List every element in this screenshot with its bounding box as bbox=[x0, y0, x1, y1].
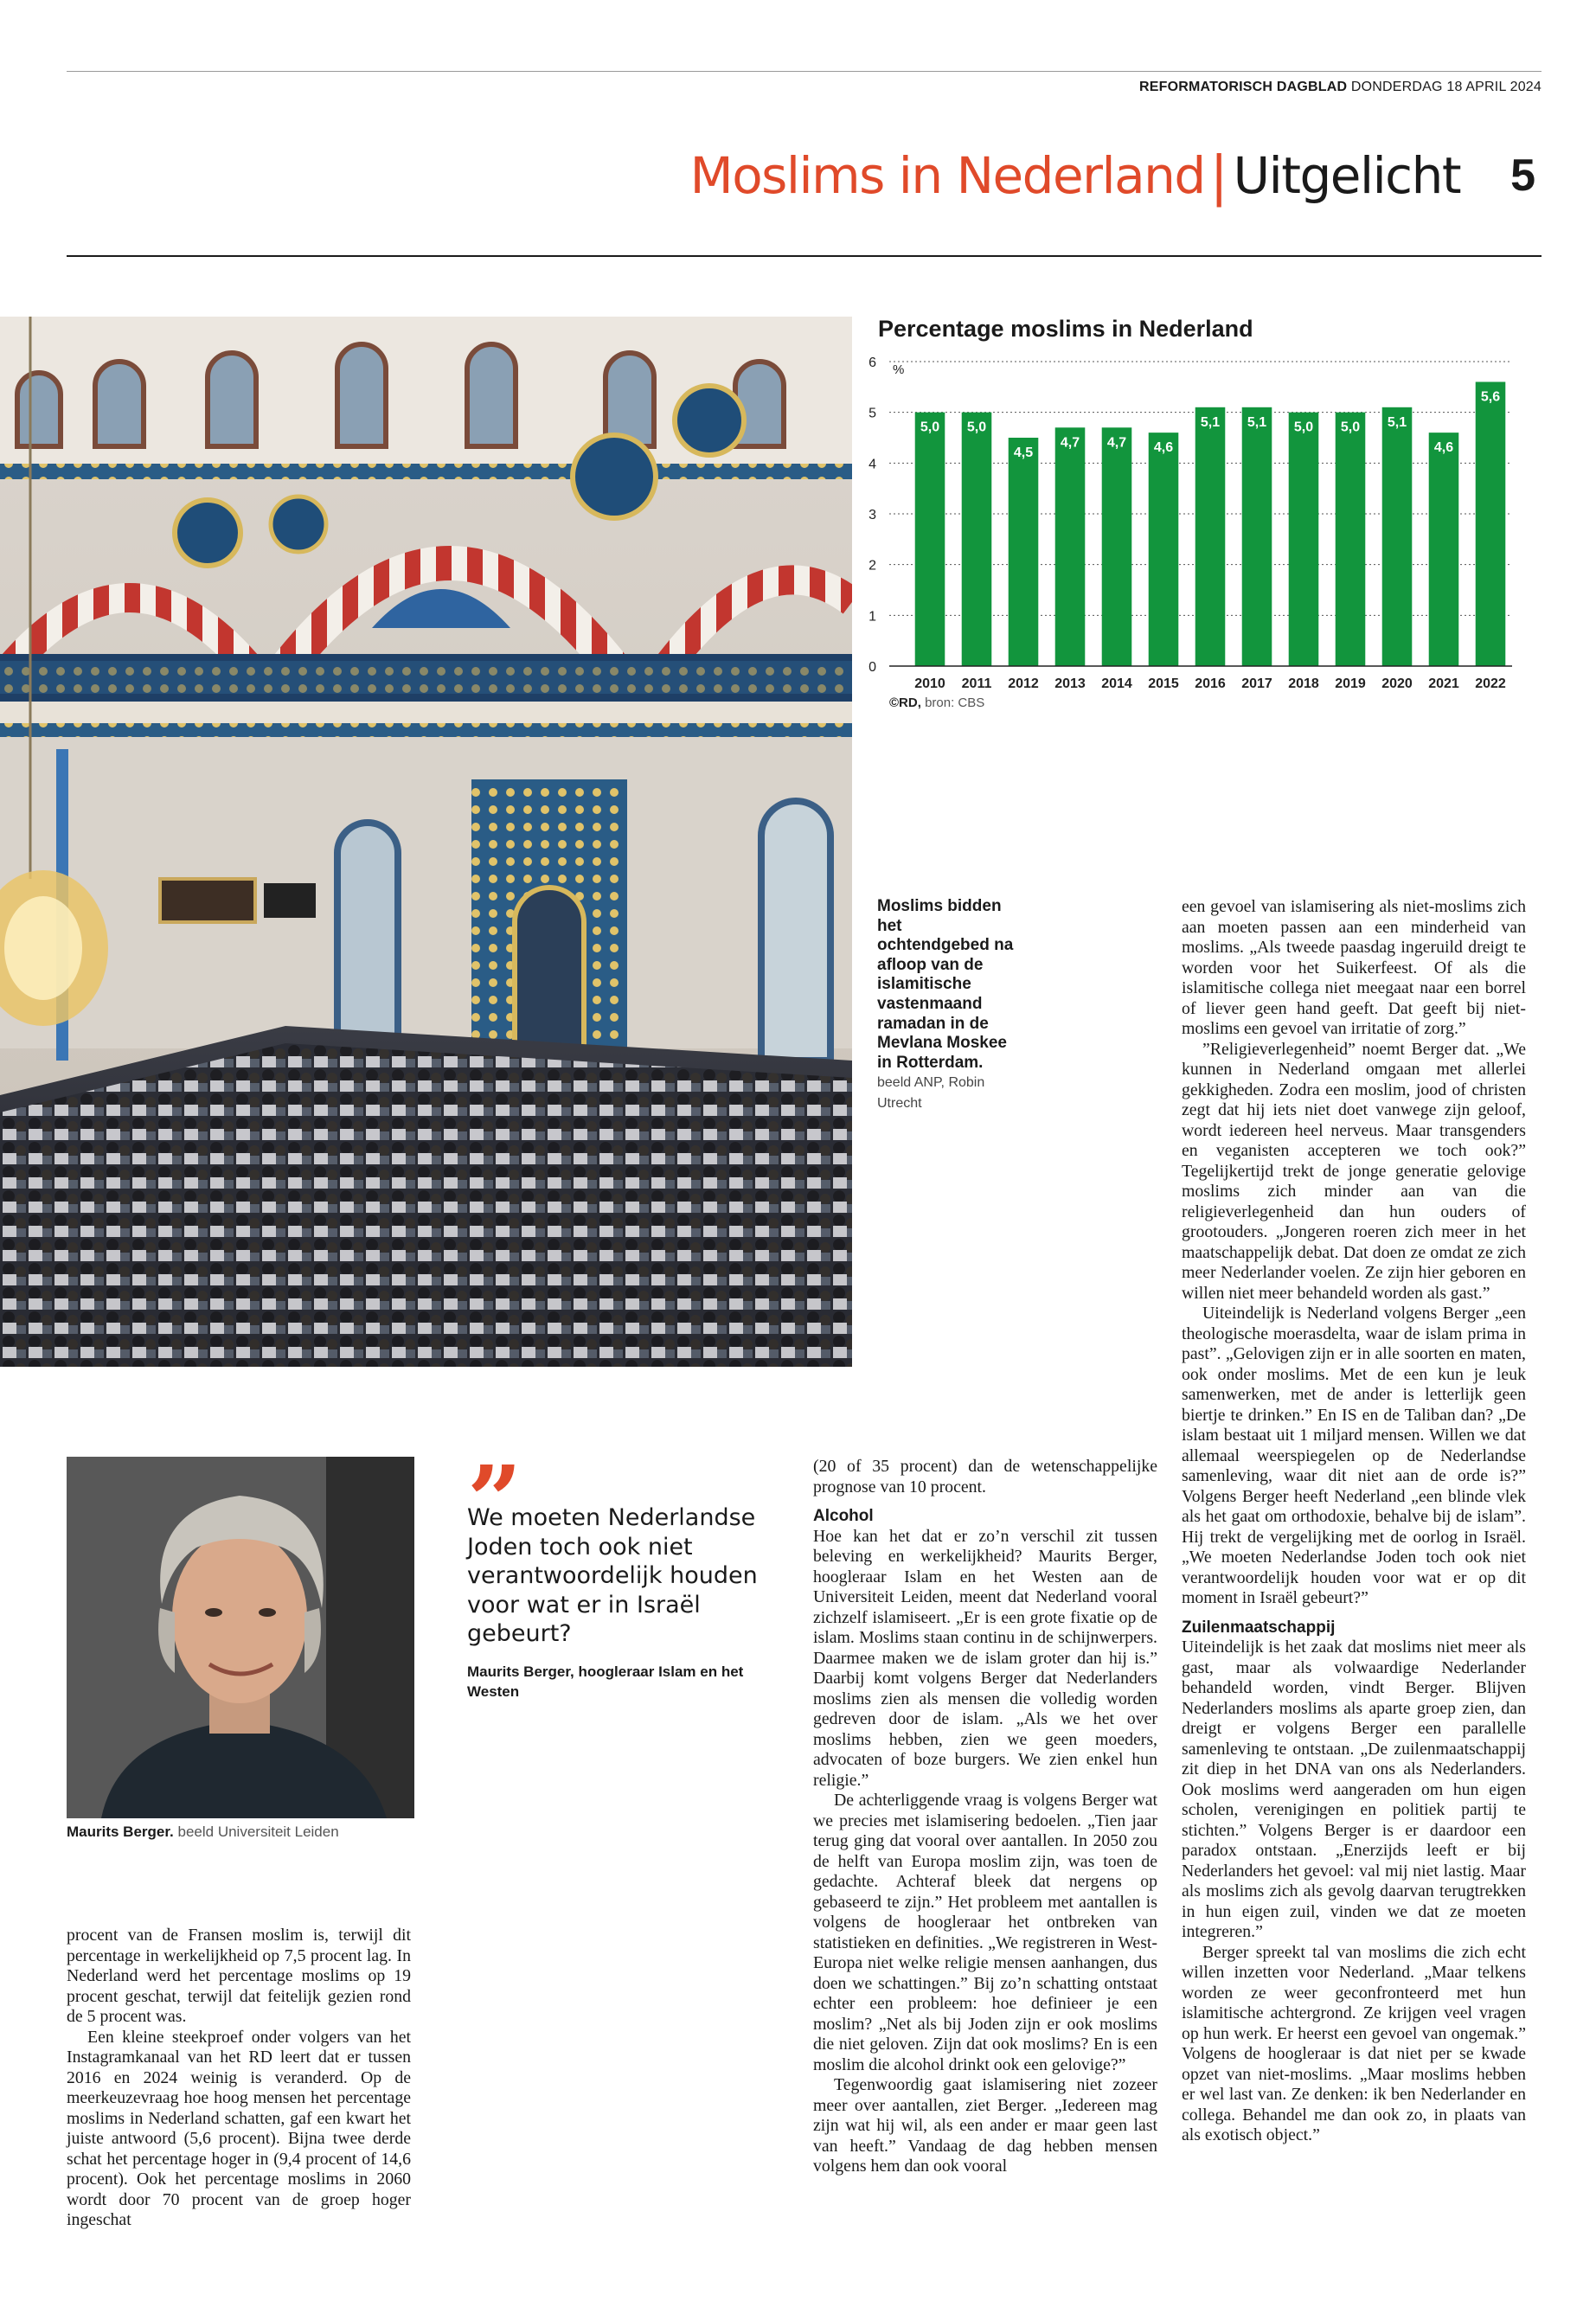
x-tick-label: 2012 bbox=[1008, 676, 1039, 691]
header-rule bbox=[67, 255, 1542, 257]
section-title: Moslims in Nederland bbox=[689, 146, 1205, 205]
chart-source-text: bron: CBS bbox=[925, 695, 985, 710]
x-tick-label: 2018 bbox=[1288, 676, 1319, 691]
bar-2013 bbox=[1055, 427, 1086, 666]
x-tick-label: 2021 bbox=[1428, 676, 1459, 691]
y-tick-label: 5 bbox=[869, 406, 876, 421]
bar-value-label: 5,0 bbox=[966, 420, 987, 435]
bar-2022 bbox=[1476, 381, 1506, 666]
paragraph: Een kleine steekproef onder volgers van het Instagramkanaal van het RD leert dat er tussen 2016 en 2024 weinig is veranderd. Op de meerkeuzevraag hoe hoog mensen het percentage moslims in Nederland schatten, gaf een kwart het juiste antwoord (5,6 procent). Bijna twee derde schat het percentage hoger in (9,4 procent of 14,6 procent). Ook het percentage moslims in 2060 wordt door 70 procent van de groep hoger ingeschat bbox=[67, 2027, 411, 2229]
bar-chart bbox=[865, 346, 1522, 718]
portrait-caption bbox=[67, 1823, 339, 1841]
bar-2019 bbox=[1336, 413, 1366, 666]
x-tick-label: 2017 bbox=[1241, 676, 1272, 691]
issue-date: DONDERDAG 18 APRIL 2024 bbox=[1350, 80, 1542, 94]
paragraph: Uiteindelijk is Nederland volgens Berger „een theologische moerasdelta, waar de islam prima in past”. „Gelovigen zijn er in alle soorten en maten, ook onder moslims. Met de een kun je leuk samenwerken, met de ander is letterlijk geen biertje te drinken.” En IS en de Taliban dan? „De islam bestaat uit 1 miljard mensen. Willen we dat allemaal weerspiegelen op de Nederlandse samenleving, waar dit niet aan de orde is?” Volgens Berger heeft Nederland „een blinde vlek als het gaat om orthodoxie, behalve bij de islam”. Hij trekt de vergelijking met de oorlog in Israël. „We moeten Nederlandse Joden toch ook niet verantwoordelijk houden voor wat er op dit moment in Israël gebeurt?” bbox=[1182, 1304, 1526, 1607]
publication-name: REFORMATORISCH DAGBLAD bbox=[1138, 80, 1348, 94]
quote-mark-icon: ” bbox=[467, 1445, 522, 1556]
bar-2014 bbox=[1102, 427, 1132, 666]
x-tick-label: 2014 bbox=[1101, 676, 1132, 691]
pullquote-text: We moeten Nederlandse Joden toch ook niet verantwoordelijk houden voor wat er in Israël gebeurt? bbox=[467, 1504, 758, 1647]
unit-label: % bbox=[893, 362, 905, 377]
page-number: 5 bbox=[1510, 151, 1535, 201]
top-rule bbox=[67, 71, 1542, 72]
y-tick-label: 6 bbox=[869, 356, 876, 370]
paragraph: Tegenwoordig gaat islamisering niet zozeer meer over aantallen, ziet Berger. „Iedereen mag zijn wat hij wil, als een ander er maar geen last van heeft.” Vandaag de dag hebben mensen volgens hem dan ook vooral bbox=[813, 2075, 1157, 2176]
bar-value-label: 5,1 bbox=[1200, 414, 1221, 430]
x-tick-label: 2010 bbox=[914, 676, 945, 691]
photo-caption-text: Moslims bidden het ochtendgebed na afloop van de islamitische vastenmaand ramadan in de Mevlana Moskee in Rotterdam. bbox=[877, 897, 1014, 1072]
bar-value-label: 4,6 bbox=[1153, 440, 1174, 456]
x-tick-label: 2019 bbox=[1335, 676, 1366, 691]
paragraph: een gevoel van islamisering als niet-moslims zich aan moeten passen aan een minderheid van moslims. „Als tweede paasdag ingeruild dreigt te worden voor het Suikerfeest. Of als die islamitische collega niet meegaat naar een borrel of liever geen hand geeft. Dat geeft bij niet-moslims een gevoel van irritatie of zorg.” bbox=[1182, 897, 1526, 1038]
mosque-photo bbox=[0, 317, 852, 1367]
y-tick-label: 4 bbox=[869, 457, 876, 472]
article-column-3 bbox=[1182, 897, 1526, 2146]
portrait-photo bbox=[67, 1457, 414, 1818]
paragraph: De achterliggende vraag is volgens Berger wat we precies met islamisering bedoelen. „Tien jaar terug ging dat vooral over aantallen. In 2050 zou de helft van Europa moslim zijn, was toen de gedachte. Achteraf bleek dat nergens op gebaseerd te zijn.” Het probleem met aantallen is volgens de hoogleraar het ontbreken van statistieken en definities. „We registreren in West-Europa niet welke religie mensen aanhangen, dus doen we schattingen.” Bij zo’n schatting ontstaat echter een probleem: hoe definieer je een moslim? „Net als bij Joden zijn er ook moslims die niet geloven. Zijn dat ook moslims? En is een moslim die alcohol drinkt ook een gelovige?” bbox=[813, 1791, 1157, 2074]
section-separator: | bbox=[1209, 144, 1228, 208]
subheading-zuilenmaatschappij: Zuilenmaatschappij bbox=[1182, 1618, 1336, 1637]
section-header bbox=[690, 137, 1535, 215]
bar-value-label: 4,7 bbox=[1060, 435, 1080, 451]
y-tick-label: 0 bbox=[869, 660, 876, 675]
x-tick-label: 2022 bbox=[1475, 676, 1506, 691]
article-column-1 bbox=[67, 1926, 411, 2231]
bar-value-label: 4,5 bbox=[1013, 445, 1034, 460]
paragraph: ”Religieverlegenheid” noemt Berger dat. „We kunnen in Nederland omgaan met allerlei gekkigheden. Zodra een moslim, jood of christen zegt dat hij iets niet doet vanwege zijn geloof, wordt iedereen heel nerveus. Maar transgenders en veganisten accepteren we toch ook?” Tegelijkertijd trekt de jonge generatie gelovige moslims zich minder aan van die religieverlegenheid dan hun ouders of grootouders. „Jongeren roeren zich meer in het maatschappelijk debat. Dat doen ze omdat ze zich meer Nederlander voelen. Ze zijn hier geboren en willen niet meer behandeld worden als gast.” bbox=[1182, 1039, 1526, 1303]
paragraph: Uiteindelijk is het zaak dat moslims niet meer als gast, maar als volwaardige Nederlander behandeld worden, vindt Berger. Blijven Nederlanders moslims als aparte groep zien, dan dreigt er volgens Berger een parallelle samenleving te ontstaan. „De zuilenmaatschappij zit diep in het DNA van ons als Nederlanders. Ook moslims werd aangeraden om hun eigen scholen, verenigingen en politiek partij te stichten.” Volgens Berger is er daardoor een paradox ontstaan. „Enerzijds leeft er bij Nederlanders het gevoel: val mij niet lastig. Maar als moslims zich als gevolg daarvan terugtrekken in hun eigen zuil, vinden we dat ze moeten integreren.” bbox=[1182, 1638, 1526, 1941]
paragraph: (20 of 35 procent) dan de wetenschappelijke prognose van 10 procent. bbox=[813, 1457, 1157, 1497]
bar-value-label: 4,7 bbox=[1106, 435, 1127, 451]
y-tick-label: 3 bbox=[869, 508, 876, 522]
bar-value-label: 5,0 bbox=[1293, 420, 1314, 435]
bar-value-label: 5,6 bbox=[1480, 389, 1501, 405]
photo-credit: beeld ANP, Robin Utrecht bbox=[877, 1075, 985, 1111]
bar-value-label: 5,1 bbox=[1387, 414, 1407, 430]
bar-2017 bbox=[1242, 407, 1272, 666]
bar-2020 bbox=[1382, 407, 1413, 666]
portrait-credit: beeld Universiteit Leiden bbox=[177, 1823, 339, 1840]
chart-source bbox=[889, 695, 984, 710]
article-column-2 bbox=[813, 1457, 1157, 2177]
subheading-alcohol: Alcohol bbox=[813, 1507, 874, 1525]
bar-value-label: 5,0 bbox=[1340, 420, 1361, 435]
paragraph: Hoe kan het dat er zo’n verschil zit tussen beleving en werkelijkheid? Maurits Berger, hoogleraar Islam en het Westen aan de Universiteit Leiden, meent dat Nederland vooral zichzelf islamiseert. „Er is een grote fixatie op de islam. Moslims staan continu in de schijnwerpers. Daarmee maken we de islam groter dan hij is.” Daarbij komt volgens Berger dat Nederlanders moslims zien als mensen die volledig worden gedreven door de islam. „Als we het over moslims hebben, zien we geen moeders, advocaten of boze burgers. We zien enkel hun religie.” bbox=[813, 1526, 1157, 1790]
masthead bbox=[1139, 80, 1542, 95]
x-tick-label: 2015 bbox=[1148, 676, 1179, 691]
paragraph: Berger spreekt tal van moslims die zich echt willen inzetten voor Nederland. „Maar telkens worden ze weer geconfronteerd met hun islamitische achtergrond. Ze krijgen veel vragen op hun werk. Er heerst een gevoel van ongemak.” Volgens de hoogleraar is dat niet per se kwade opzet van niet-moslims. „Maar moslims hebben er wel last van. Ze denken: ik ben Nederlander en collega. Behandel me dan ook zo, in plaats van als exotisch object.” bbox=[1182, 1942, 1526, 2144]
bar-value-label: 4,6 bbox=[1433, 440, 1454, 456]
paragraph: procent van de Fransen moslim is, terwijl dit percentage in werkelijkheid op 7,5 procent lag. In Nederland werd het percentage moslims op 19 procent geschat, terwijl dat feitelijk gezien rond de 5 procent was. bbox=[67, 1926, 411, 2026]
portrait-name: Maurits Berger. bbox=[67, 1823, 174, 1840]
x-tick-label: 2020 bbox=[1381, 676, 1413, 691]
bar-2012 bbox=[1009, 438, 1039, 666]
bar-2016 bbox=[1195, 407, 1226, 666]
y-tick-label: 1 bbox=[869, 609, 876, 625]
bar-value-label: 5,1 bbox=[1247, 414, 1267, 430]
chart-title: Percentage moslims in Nederland bbox=[878, 316, 1253, 342]
x-tick-label: 2011 bbox=[961, 676, 992, 691]
x-tick-label: 2016 bbox=[1195, 676, 1226, 691]
bar-2021 bbox=[1429, 433, 1459, 666]
bar-2018 bbox=[1289, 413, 1319, 666]
pullquote-attribution: Maurits Berger, hoogleraar Islam en het Westen bbox=[467, 1663, 744, 1700]
y-tick-label: 2 bbox=[869, 558, 876, 574]
subsection-title: Uitgelicht bbox=[1233, 146, 1461, 205]
bar-2010 bbox=[915, 413, 945, 666]
bar-2011 bbox=[962, 413, 992, 666]
bar-value-label: 5,0 bbox=[920, 420, 940, 435]
x-tick-label: 2013 bbox=[1054, 676, 1086, 691]
photo-caption bbox=[877, 897, 1016, 1114]
bar-2015 bbox=[1149, 433, 1179, 666]
chart-source-brand: ©RD, bbox=[889, 695, 926, 710]
